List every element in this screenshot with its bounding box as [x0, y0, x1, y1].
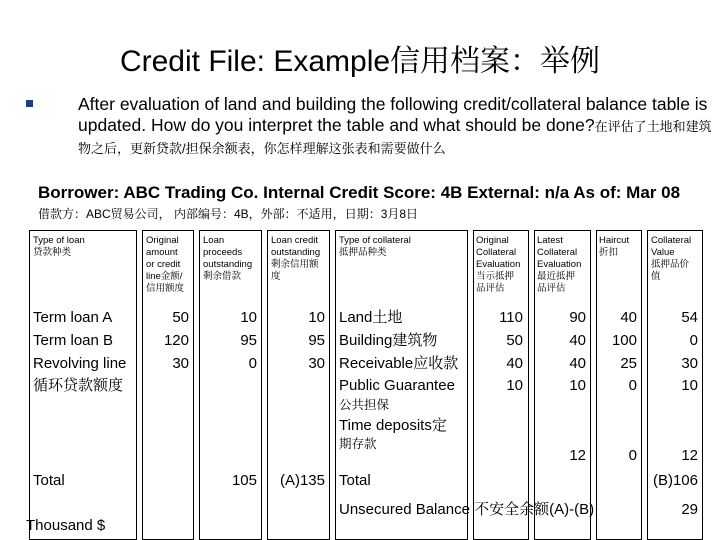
- loan-total-credit: (A)135: [279, 472, 325, 489]
- haircut-values: 40 100 25 0: [611, 309, 637, 395]
- collateral-type-list: [339, 307, 458, 398]
- loan-total-label: Total: [33, 472, 65, 489]
- list-item: Term loan A: [33, 309, 113, 326]
- header-loan-proceeds: Loan proceeds outstanding 剩余借款: [203, 235, 253, 282]
- public-guarantee-cn: 公共担保: [339, 398, 390, 412]
- original-collateral-values: 110 50 40 10: [499, 309, 523, 395]
- bullet-square-icon: [26, 100, 33, 107]
- header-collateral-value: Collateral Value 抵押品价 值: [651, 235, 692, 282]
- borrower-line: Borrower: ABC Trading Co. Internal Credit Score: 4B External: n/a As of: Mar 08: [38, 183, 681, 202]
- collateral-value-values: 54 0 30 10: [681, 309, 698, 395]
- time-deposits-haircut: 0: [628, 447, 637, 464]
- bullet-text-en: After evaluation of land and building the following credit/collateral balance table is updated. How do you interpret the table and what should be done?: [78, 94, 708, 135]
- list-item: Term loan B: [33, 331, 114, 349]
- loan-proceeds-values: 10 95 0: [240, 309, 257, 372]
- loan-credit-values: 10 95 30: [308, 309, 325, 372]
- latest-collateral-values: 90 40 40 10: [569, 309, 586, 395]
- units-footnote: Thousand $: [26, 517, 106, 534]
- original-amount-values: 50 120 30: [163, 309, 189, 372]
- loan-type-list: [33, 307, 126, 398]
- header-original-amount: Original amount or credit line金额/ 信用额度: [146, 235, 185, 294]
- list-item: Building建筑物: [339, 331, 438, 349]
- bullet-paragraph: [78, 94, 718, 159]
- list-item: Receivable应收款: [339, 354, 459, 372]
- header-type-of-collateral: Type of collateral 抵押品种类: [339, 235, 411, 258]
- time-deposits-value: 12: [681, 447, 698, 464]
- unsecured-balance-value: 29: [681, 501, 698, 518]
- header-loan-credit: Loan credit outstanding 剩余信用额 度: [271, 235, 321, 282]
- loan-total-proceeds: 105: [231, 472, 257, 489]
- collateral-total-value: (B)106: [652, 472, 698, 489]
- list-item: 循环贷款额度: [33, 377, 124, 395]
- unsecured-balance-label: Unsecured Balance 不安全余额(A)-(B): [339, 501, 595, 518]
- list-item: Revolving line: [33, 354, 127, 372]
- slide-title: Credit File: Example信用档案：举例: [119, 45, 601, 78]
- list-item: Land土地: [339, 309, 403, 326]
- header-original-collateral: Original Collateral Evaluation 当示抵押 品评估: [476, 235, 521, 294]
- borrower-line-cn: 借款方：ABC贸易公司， 内部编号：4B，外部：不适用，日期：3月8日: [38, 207, 419, 221]
- bullet-text-cn: 在评估了土地和建筑物之后，更新贷款/担保余额表，你怎样理解这张表和需要做什么: [78, 119, 712, 156]
- header-type-of-loan: Type of loan 贷款种类: [33, 235, 85, 258]
- time-deposits-cn: 期存款: [339, 437, 377, 451]
- collateral-total-label: Total: [339, 472, 371, 489]
- time-deposits-label: Time deposits定: [339, 417, 447, 434]
- header-haircut: Haircut 折扣: [599, 235, 630, 258]
- list-item: Public Guarantee: [339, 377, 455, 395]
- header-latest-collateral: Latest Collateral Evaluation 最近抵押 品评估: [537, 235, 582, 294]
- time-deposits-latest: 12: [569, 447, 586, 464]
